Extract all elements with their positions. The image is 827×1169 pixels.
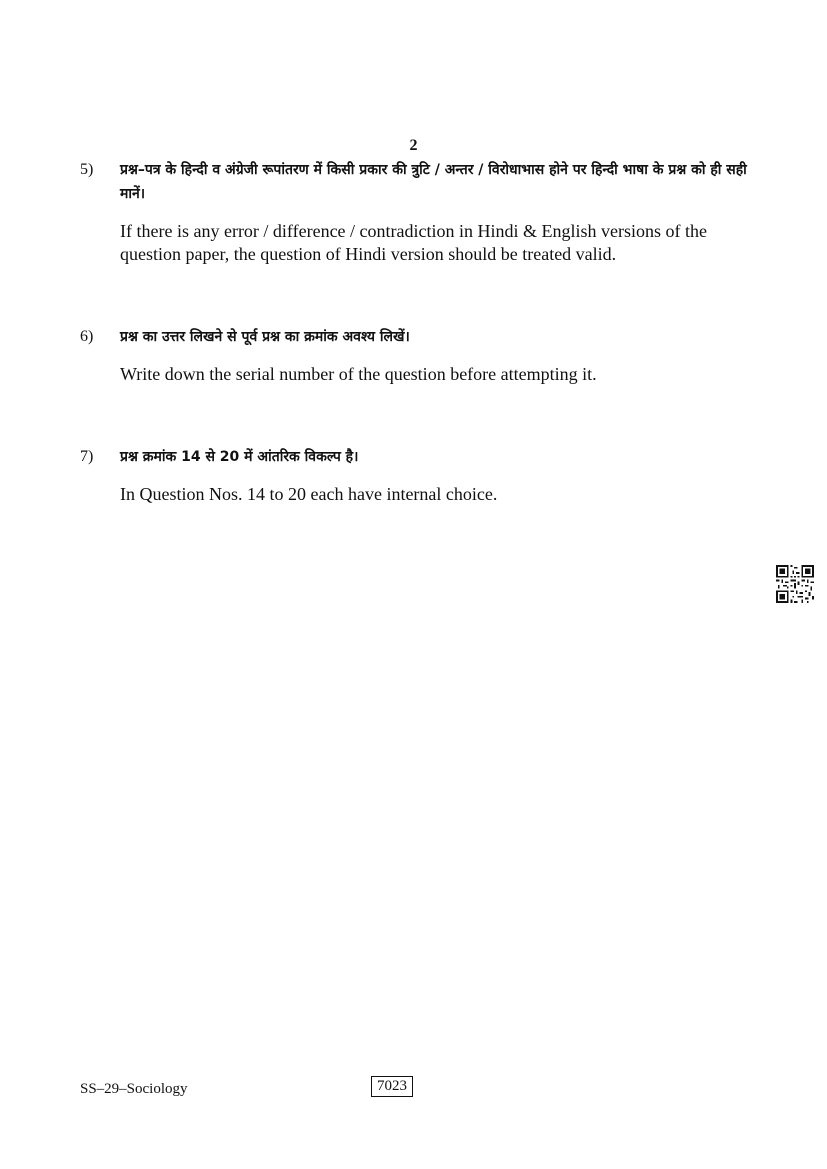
- instruction-body: [120, 325, 750, 386]
- instruction-body: [120, 158, 750, 266]
- instruction-hindi: प्रश्न क्रमांक 14 से 20 में आंतरिक विकल्प है।: [120, 449, 359, 465]
- instruction-english: Write down the serial number of the question before attempting it.: [120, 364, 597, 384]
- qr-code-icon: [776, 565, 814, 603]
- instruction-english: In Question Nos. 14 to 20 each have internal choice.: [120, 484, 498, 504]
- instruction-number: 5): [80, 161, 94, 178]
- instruction-hindi: प्रश्न का उत्तर लिखने से पूर्व प्रश्न का क्रमांक अवश्य लिखें।: [120, 329, 410, 345]
- instruction-body: [120, 445, 750, 506]
- instruction-hindi: प्रश्न–पत्र के हिन्दी व अंग्रेजी रूपांतरण में किसी प्रकार की त्रुटि / अन्तर / विरोधाभास होने पर हिन्दी भाषा के प्रश्न को ही सही मानें।: [120, 162, 747, 202]
- footer-subject: SS–29–Sociology: [80, 1081, 188, 1097]
- instruction-number: 6): [80, 328, 94, 345]
- footer-paper-code: 7023: [371, 1076, 413, 1097]
- instruction-number: 7): [80, 448, 94, 465]
- page-number: 2: [409, 137, 418, 154]
- instruction-english: If there is any error / difference / contradiction in Hindi & English versions of the question paper, the question of Hindi version should be treated valid.: [120, 221, 707, 264]
